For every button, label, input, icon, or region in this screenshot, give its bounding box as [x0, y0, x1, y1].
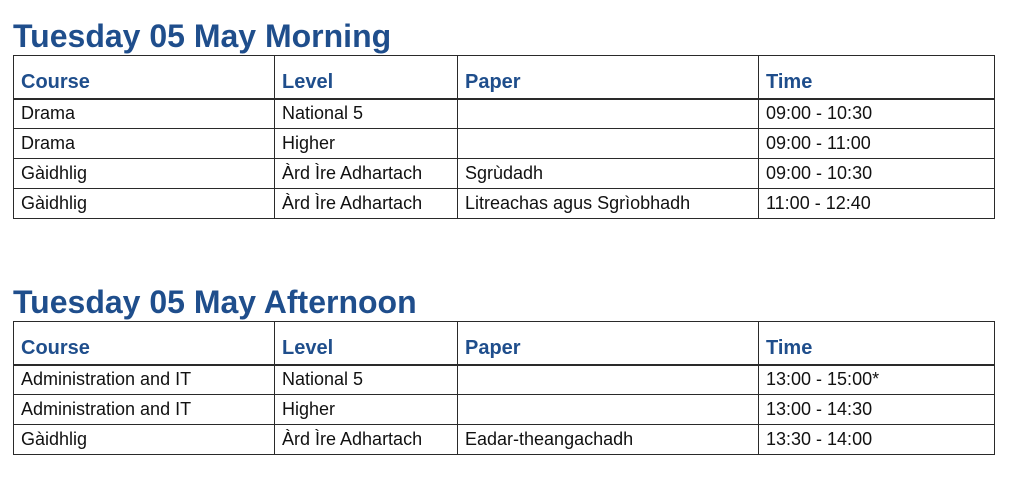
- cell-paper: [458, 395, 759, 425]
- cell-time: 13:30 - 14:00: [759, 425, 995, 455]
- header-paper: Paper: [458, 56, 759, 99]
- cell-course: Administration and IT: [14, 365, 275, 395]
- cell-course: Drama: [14, 99, 275, 129]
- header-level: Level: [275, 322, 458, 365]
- morning-section: [13, 18, 995, 219]
- afternoon-table: [13, 321, 995, 455]
- table-row: [14, 425, 995, 455]
- cell-time: 09:00 - 10:30: [759, 159, 995, 189]
- section-title: Tuesday 05 May Afternoon: [13, 284, 417, 320]
- cell-paper: Sgrùdadh: [458, 159, 759, 189]
- cell-level: Àrd Ìre Adhartach: [275, 425, 458, 455]
- header-time: Time: [759, 56, 995, 99]
- cell-paper: [458, 129, 759, 159]
- cell-level: Àrd Ìre Adhartach: [275, 159, 458, 189]
- cell-course: Drama: [14, 129, 275, 159]
- table-row: [14, 129, 995, 159]
- table-row: [14, 395, 995, 425]
- table-row: [14, 99, 995, 129]
- table-header-row: [14, 322, 995, 365]
- cell-level: National 5: [275, 99, 458, 129]
- header-time: Time: [759, 322, 995, 365]
- cell-course: Gàidhlig: [14, 189, 275, 219]
- cell-time: 13:00 - 14:30: [759, 395, 995, 425]
- cell-level: Higher: [275, 129, 458, 159]
- cell-course: Gàidhlig: [14, 159, 275, 189]
- cell-paper: [458, 365, 759, 395]
- cell-level: Àrd Ìre Adhartach: [275, 189, 458, 219]
- cell-course: Gàidhlig: [14, 425, 275, 455]
- header-course: Course: [14, 56, 275, 99]
- cell-paper: Litreachas agus Sgrìobhadh: [458, 189, 759, 219]
- table-row: [14, 189, 995, 219]
- cell-course: Administration and IT: [14, 395, 275, 425]
- cell-time: 11:00 - 12:40: [759, 189, 995, 219]
- cell-paper: [458, 99, 759, 129]
- cell-paper: Eadar-theangachadh: [458, 425, 759, 455]
- cell-level: National 5: [275, 365, 458, 395]
- table-row: [14, 365, 995, 395]
- section-title: Tuesday 05 May Morning: [13, 18, 392, 54]
- cell-time: 09:00 - 11:00: [759, 129, 995, 159]
- header-level: Level: [275, 56, 458, 99]
- morning-table: [13, 55, 995, 219]
- header-paper: Paper: [458, 322, 759, 365]
- header-course: Course: [14, 322, 275, 365]
- cell-time: 09:00 - 10:30: [759, 99, 995, 129]
- cell-time: 13:00 - 15:00*: [759, 365, 995, 395]
- cell-level: Higher: [275, 395, 458, 425]
- afternoon-section: [13, 284, 995, 455]
- table-header-row: [14, 56, 995, 99]
- table-row: [14, 159, 995, 189]
